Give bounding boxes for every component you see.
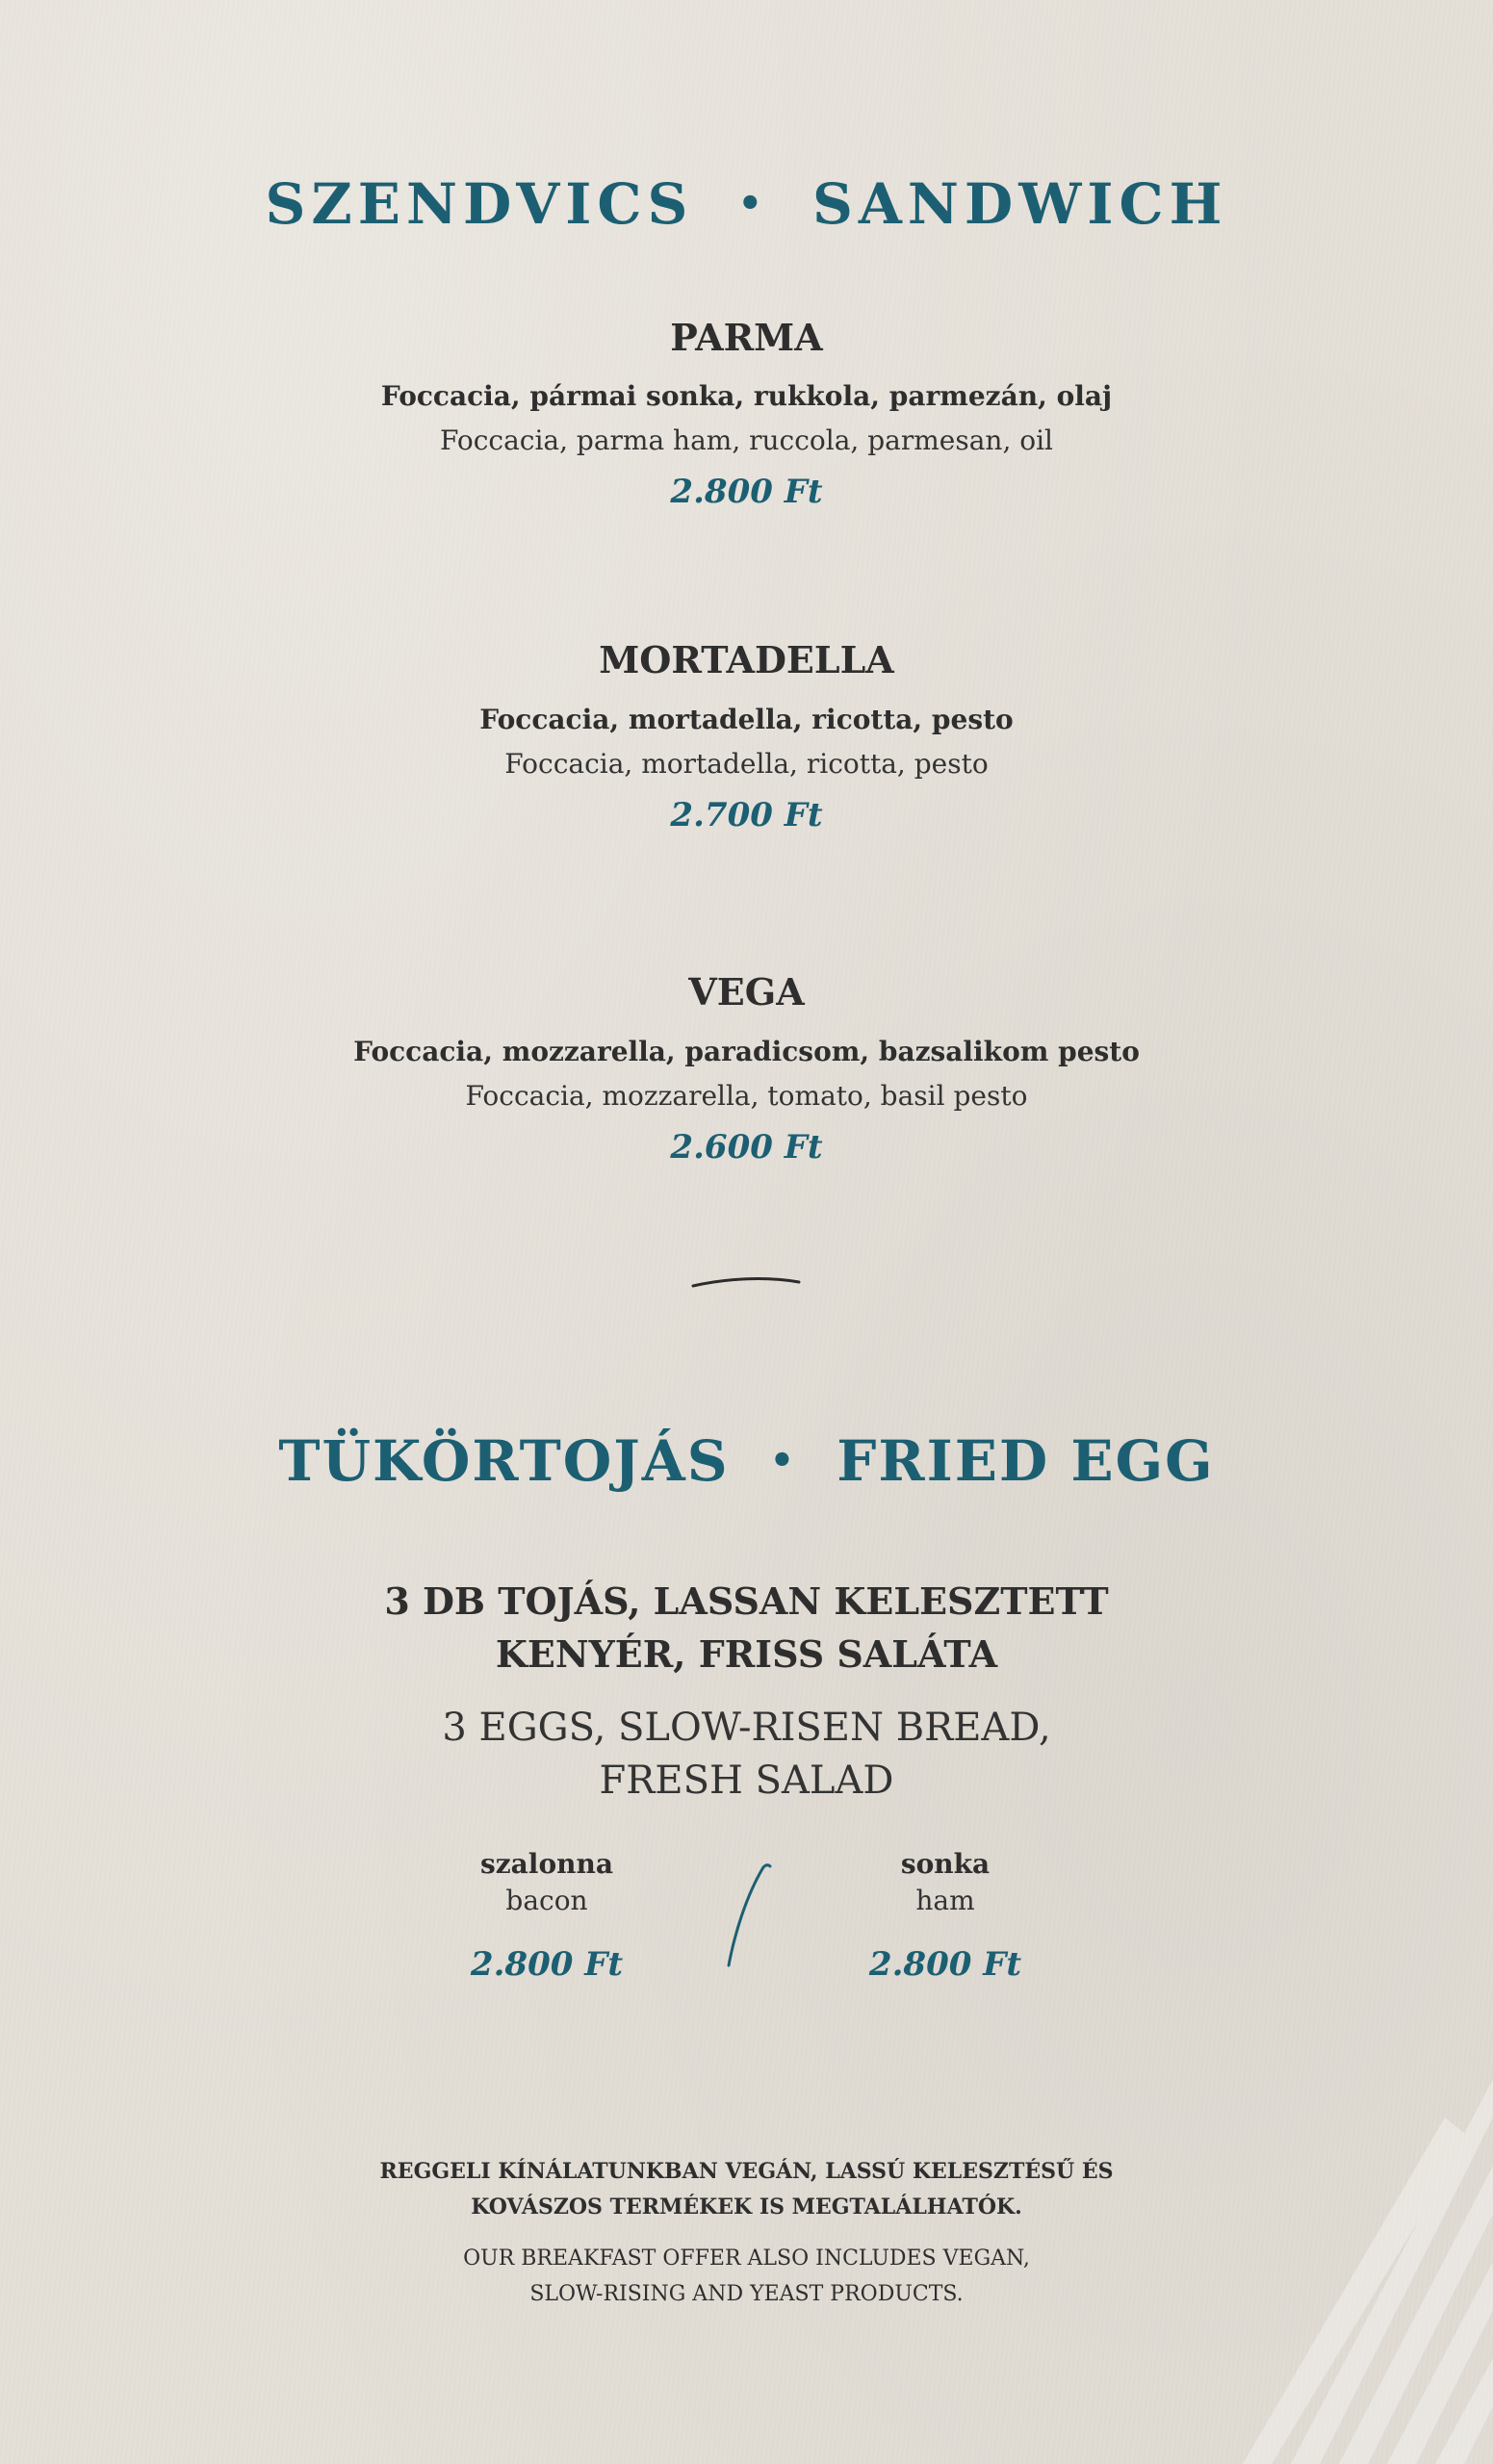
title-separator: • [737,180,769,226]
item-desc-en-vega: Foccacia, mozzarella, tomato, basil pesto [465,1080,1028,1112]
item-name-parma: PARMA [670,316,823,359]
option-price: 2.800 Ft [470,1945,624,1984]
title-separator: • [769,1437,797,1483]
footer-note-hu-line2: KOVÁSZOS TERMÉKEK IS MEGTALÁLHATÓK. [471,2194,1022,2220]
egg-desc-en [0,1702,1493,1808]
item-desc-hu-parma: Foccacia, pármai sonka, rukkola, parmezán, olaj [380,380,1113,412]
egg-title-hu: TÜKÖRTOJÁS [278,1428,730,1494]
footer-note-en-line2: SLOW-RISING AND YEAST PRODUCTS. [529,2282,964,2306]
egg-option-ham [801,1846,1090,1984]
flourish-divider [689,1272,805,1292]
item-desc-hu-vega: Foccacia, mozzarella, paradicsom, bazsalikom pesto [353,1036,1140,1067]
egg-section-title [0,1428,1493,1494]
decorative-stripes [1127,2079,1493,2464]
item-price-vega: 2.600 Ft [670,1128,823,1167]
item-desc-en-parma: Foccacia, parma ham, ruccola, parmesan, oil [439,424,1054,456]
egg-title-en: FRIED EGG [837,1428,1215,1494]
egg-option-bacon [402,1846,691,1984]
sandwich-title-en: SANDWICH [812,171,1228,237]
option-price: 2.800 Ft [868,1945,1022,1984]
egg-desc-hu [0,1575,1493,1681]
sandwich-title-hu: SZENDVICS [265,171,694,237]
item-name-mortadella: MORTADELLA [599,638,894,681]
sandwich-section-title [0,171,1493,237]
option-name-en: ham [915,1885,975,1916]
egg-desc-en-line2: FRESH SALAD [599,1758,894,1803]
item-desc-hu-mortadella: Foccacia, mortadella, ricotta, pesto [479,704,1014,735]
egg-desc-en-line1: 3 EGGS, SLOW-RISEN BREAD, [442,1706,1051,1750]
item-price-mortadella: 2.700 Ft [670,796,823,834]
slash-divider [717,1858,775,1973]
item-name-vega: VEGA [688,970,805,1014]
option-name-en: bacon [505,1885,588,1916]
egg-desc-hu-line1: 3 DB TOJÁS, LASSAN KELESZTETT [384,1579,1109,1623]
footer-note-hu-line1: REGGELI KÍNÁLATUNKBAN VEGÁN, LASSÚ KELESZTÉSŰ ÉS [379,2159,1114,2184]
item-price-parma: 2.800 Ft [670,473,823,511]
footer-note-en-line1: OUR BREAKFAST OFFER ALSO INCLUDES VEGAN, [463,2246,1030,2271]
item-desc-en-mortadella: Foccacia, mortadella, ricotta, pesto [504,748,989,780]
option-name-hu: sonka [900,1848,991,1880]
option-name-hu: szalonna [480,1848,613,1880]
egg-desc-hu-line2: KENYÉR, FRISS SALÁTA [495,1632,998,1676]
